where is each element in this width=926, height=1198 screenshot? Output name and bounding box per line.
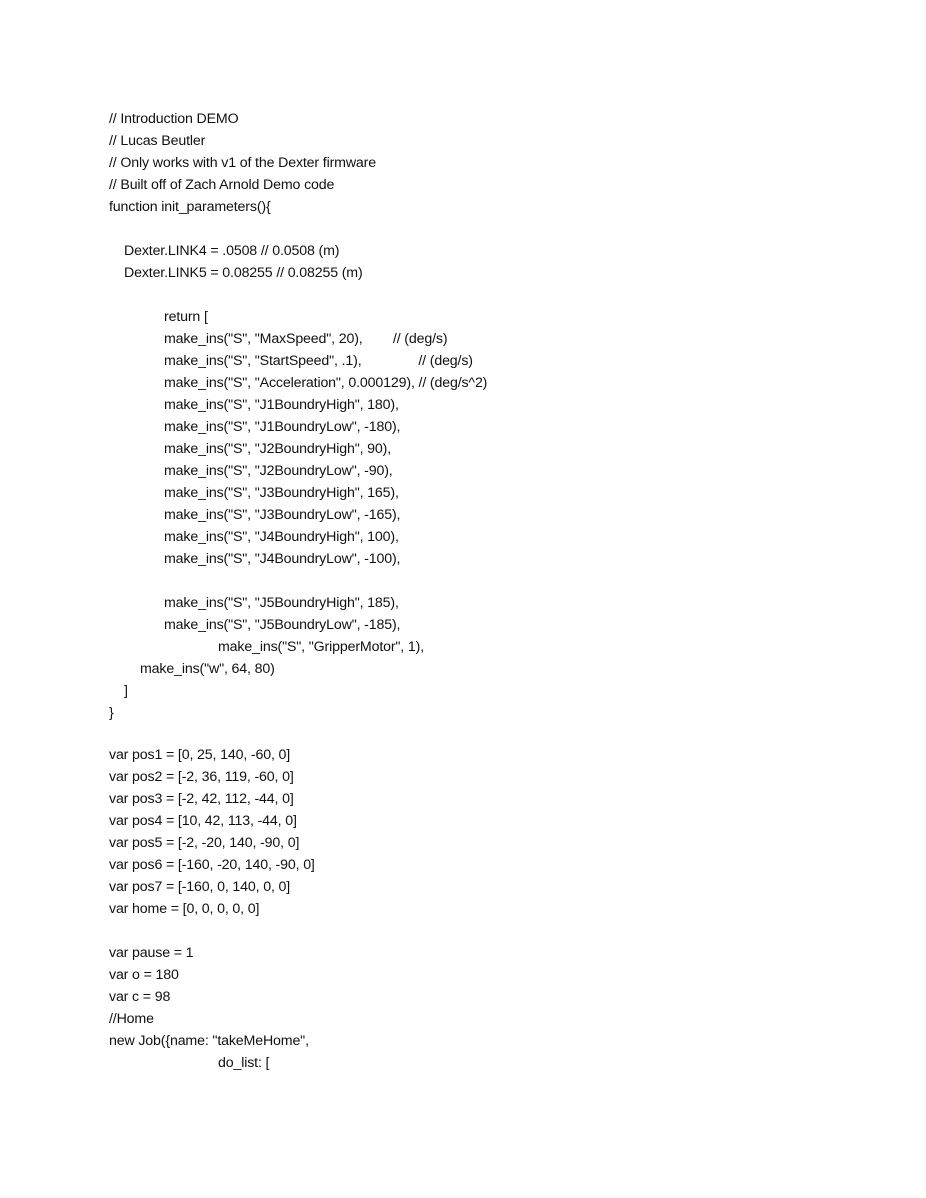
code-line: // Only works with v1 of the Dexter firmware <box>109 155 376 171</box>
code-line: // Lucas Beutler <box>109 133 206 149</box>
code-line: var home = [0, 0, 0, 0, 0] <box>109 901 260 917</box>
code-line: var pos2 = [-2, 36, 119, -60, 0] <box>109 769 294 785</box>
code-line: do_list: [ <box>218 1055 270 1071</box>
code-line: ] <box>124 683 128 699</box>
code-line: make_ins("S", "J3BoundryHigh", 165), <box>164 485 399 501</box>
code-line: new Job({name: "takeMeHome", <box>109 1033 309 1049</box>
code-line: make_ins("S", "J4BoundryHigh", 100), <box>164 529 399 545</box>
code-line: make_ins("S", "J1BoundryLow", -180), <box>164 419 401 435</box>
code-line: var pos6 = [-160, -20, 140, -90, 0] <box>109 857 315 873</box>
code-line: // Built off of Zach Arnold Demo code <box>109 177 335 193</box>
code-line: make_ins("S", "J3BoundryLow", -165), <box>164 507 401 523</box>
code-line: make_ins("w", 64, 80) <box>140 661 275 677</box>
code-line: make_ins("S", "StartSpeed", .1), // (deg/s) <box>164 353 473 369</box>
code-line: Dexter.LINK4 = .0508 // 0.0508 (m) <box>124 243 340 259</box>
code-line: return [ <box>164 309 208 325</box>
code-line: make_ins("S", "J5BoundryHigh", 185), <box>164 595 399 611</box>
code-line: } <box>109 705 114 721</box>
code-line: var pos7 = [-160, 0, 140, 0, 0] <box>109 879 291 895</box>
code-line: make_ins("S", "Acceleration", 0.000129), // (deg/s^2) <box>164 375 488 391</box>
code-line: var pos1 = [0, 25, 140, -60, 0] <box>109 747 291 763</box>
code-line: make_ins("S", "MaxSpeed", 20), // (deg/s) <box>164 331 448 347</box>
code-line: make_ins("S", "GripperMotor", 1), <box>218 639 424 655</box>
code-line: var c = 98 <box>109 989 171 1005</box>
code-line: var pos5 = [-2, -20, 140, -90, 0] <box>109 835 300 851</box>
code-line: make_ins("S", "J4BoundryLow", -100), <box>164 551 401 567</box>
code-line: make_ins("S", "J1BoundryHigh", 180), <box>164 397 399 413</box>
code-line: make_ins("S", "J2BoundryLow", -90), <box>164 463 393 479</box>
code-line: // Introduction DEMO <box>109 111 239 127</box>
code-line: make_ins("S", "J5BoundryLow", -185), <box>164 617 401 633</box>
code-line: var pos3 = [-2, 42, 112, -44, 0] <box>109 791 294 807</box>
code-line: //Home <box>109 1011 154 1027</box>
code-line: var pause = 1 <box>109 945 194 961</box>
code-line: Dexter.LINK5 = 0.08255 // 0.08255 (m) <box>124 265 363 281</box>
code-line: var pos4 = [10, 42, 113, -44, 0] <box>109 813 297 829</box>
code-line: make_ins("S", "J2BoundryHigh", 90), <box>164 441 392 457</box>
code-line: function init_parameters(){ <box>109 199 271 215</box>
code-line: var o = 180 <box>109 967 179 983</box>
